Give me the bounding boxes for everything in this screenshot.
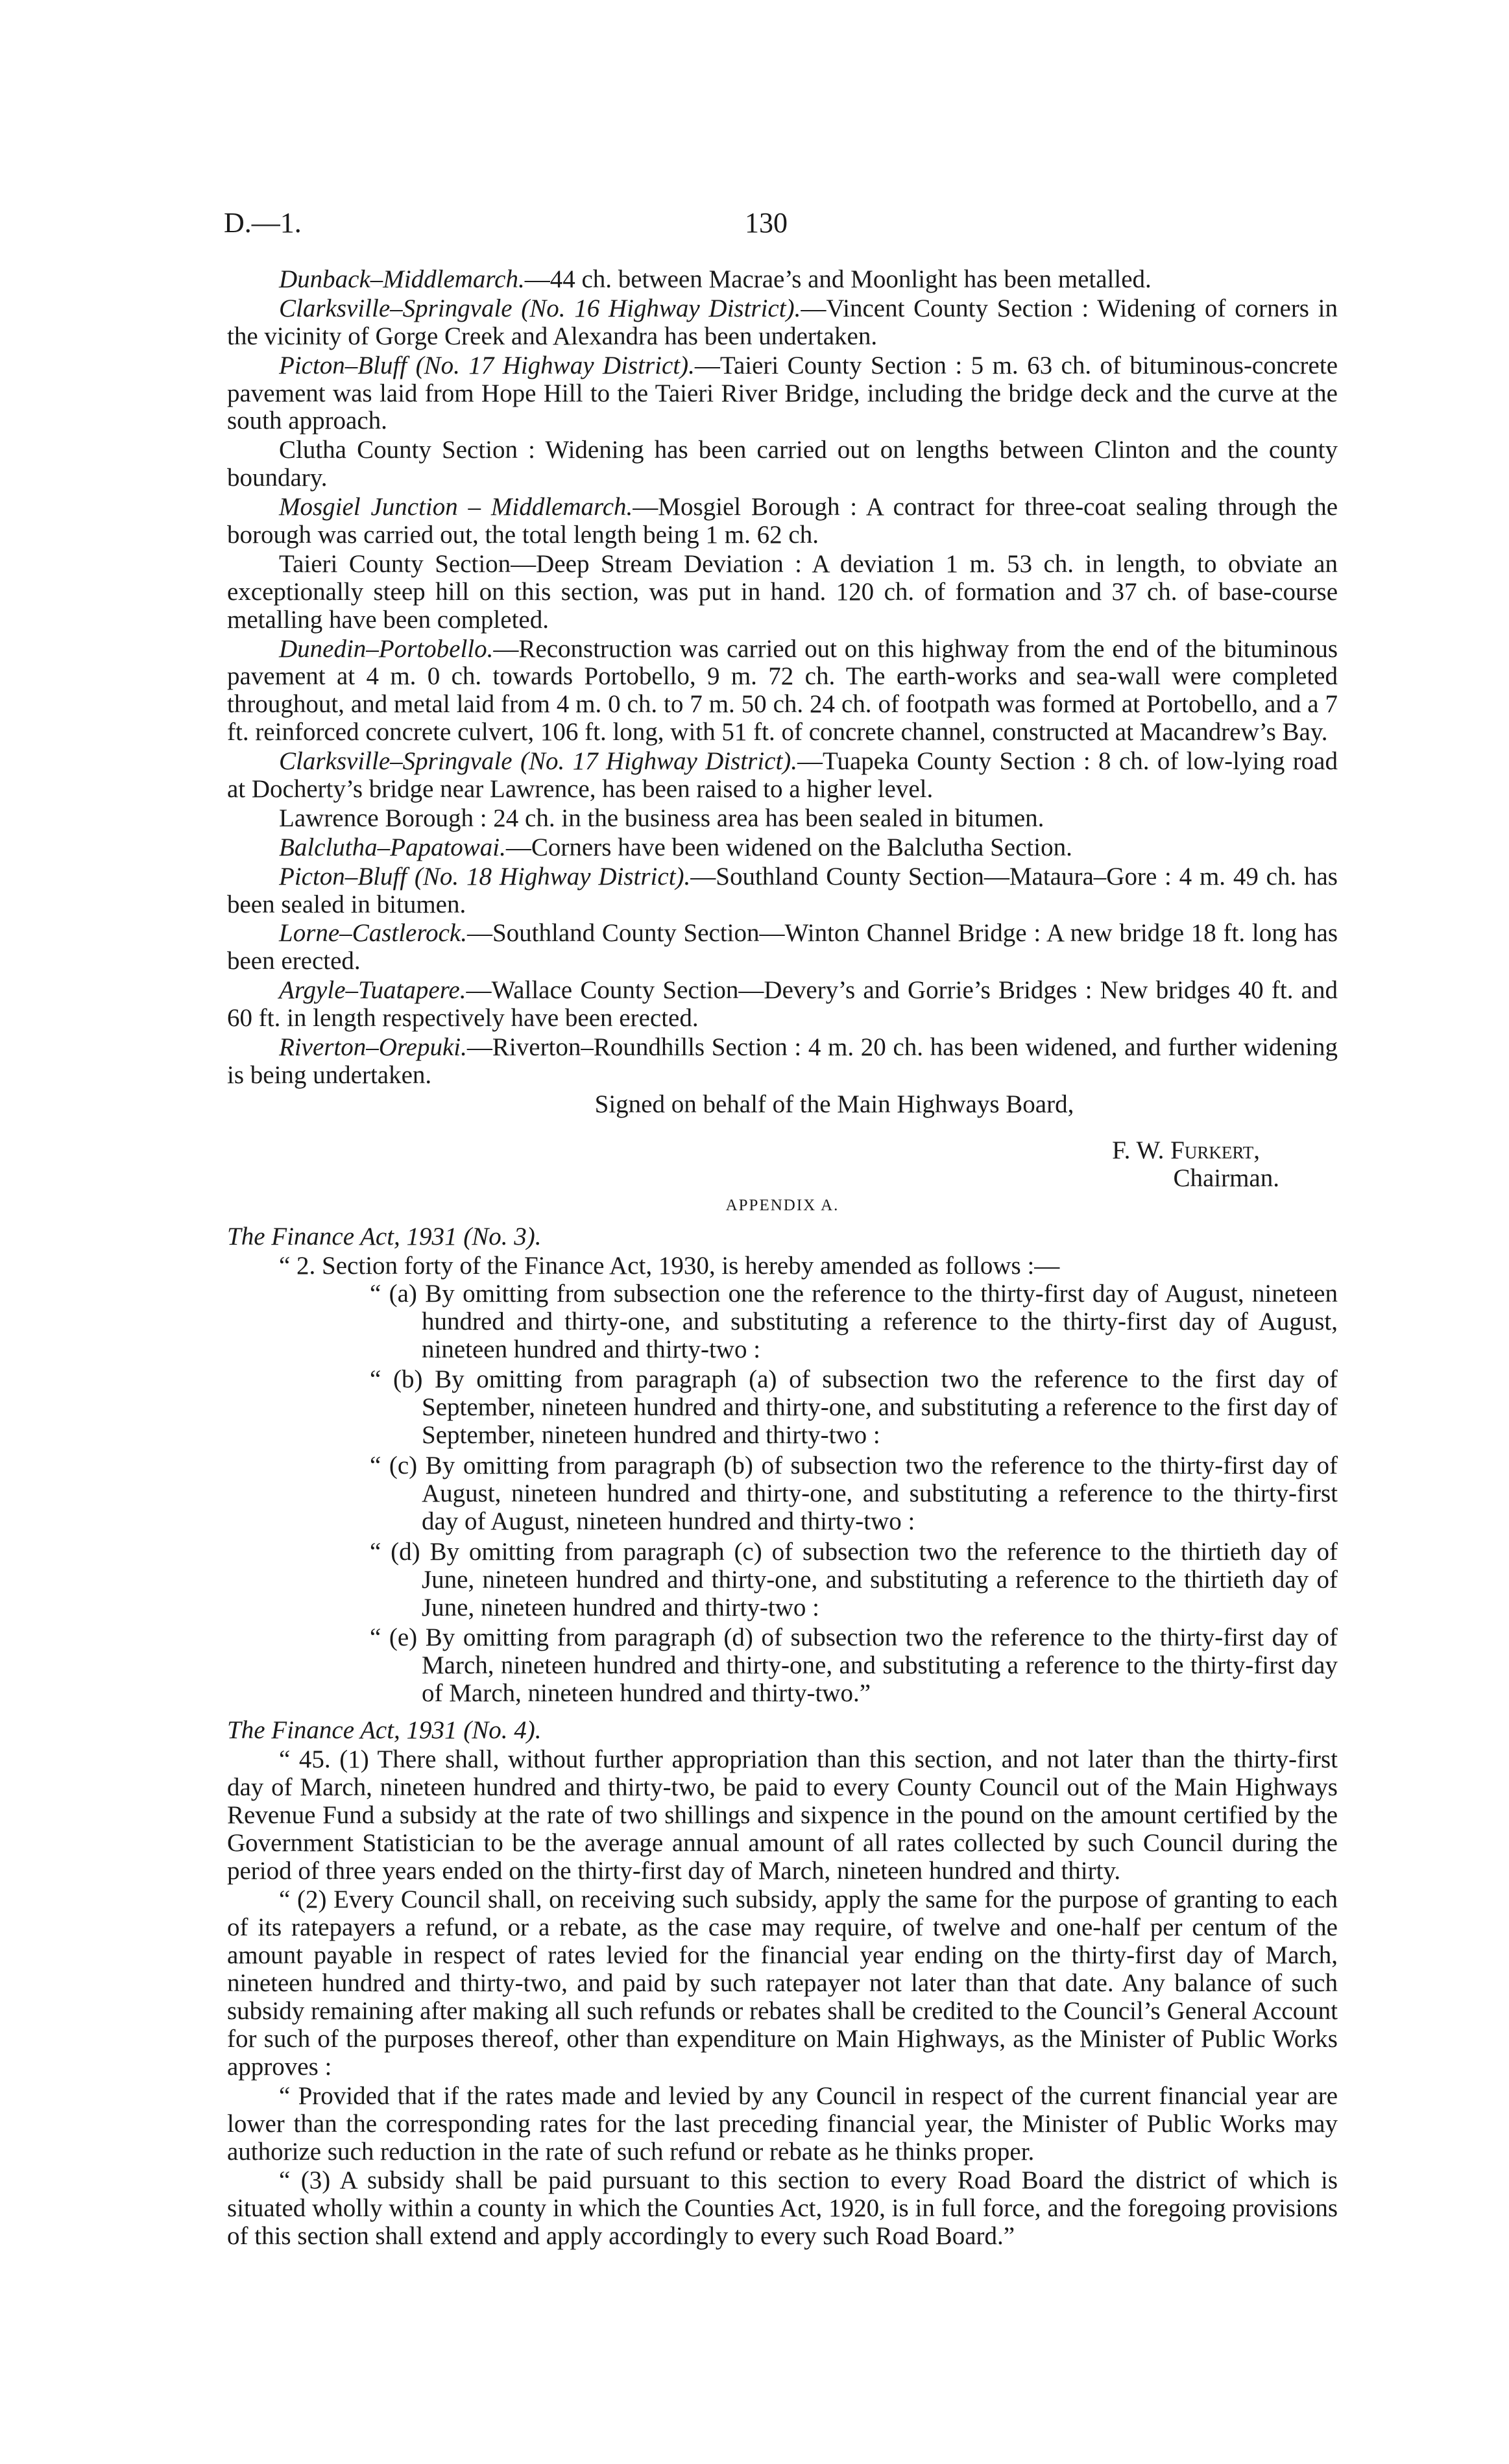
act-section-paragraph: “ 45. (1) There shall, without further appropriation than this section, and not later than the thirty-first day of March, nineteen hundred and thirty-two, be paid to every County Council out of the Main Highways Revenue Fund a subsidy at the rate of two shillings and sixpence in the pound on the amount certified by the Government Statistician to be the average annual amount of all rates collected by such Council during the period of three years ended on the thirty-first day of March, nineteen hundred and thirty. (227, 1745, 1338, 1885)
paragraph (227, 352, 1338, 436)
paragraph-title: Riverton–Orepuki. (279, 1033, 467, 1062)
paragraph-title: Lorne–Castlerock. (279, 919, 467, 948)
paragraph-title: Argyle–Tuatapere. (279, 976, 466, 1005)
act-subparagraph (227, 1538, 1338, 1622)
paragraph-text: —Corners have been widened on the Balclutha Section. (505, 833, 1072, 861)
paragraph (227, 920, 1338, 975)
subparagraph-text: By omitting from paragraph (b) of subsection two the reference to the thirty-first day of August, nineteen hundred and thirty-one, and substituting a reference to the thirty-first day of August, nineteen hundred and thirty-two : (422, 1452, 1338, 1535)
paragraph (227, 805, 1338, 833)
paragraph-text: —44 ch. between Macrae’s and Moonlight has been metalled. (524, 265, 1152, 293)
signed-on-behalf-line: Signed on behalf of the Main Highways Board, (594, 1090, 1074, 1118)
act-section-paragraph: “ Provided that if the rates made and levied by any Council in respect of the current financial year are lower than the corresponding rates for the last preceding financial year, the Minister of Public Works may authorize such reduction in the rate of such refund or rebate as he thinks proper. (227, 2081, 1338, 2166)
paragraph-text: —Reconstruction was carried out on this highway from the end of the bituminous pavement at 4 m. 0 ch. towards Portobello, 9 m. 72 ch. The earth-works and sea-wall were completed throughout, and metal laid from 4 m. 0 ch. to 7 m. 50 ch. 24 ch. of footpath was formed at Portobello, and a 7 ft. reinforced concrete culvert, 106 ft. long, with 51 ft. of concrete channel, constructed at Macandrew’s Bay. (227, 634, 1338, 747)
appendix-heading: APPENDIX A. (725, 1196, 839, 1214)
subparagraph-label: “ (b) (370, 1365, 423, 1394)
paragraph (227, 494, 1338, 549)
paragraph (227, 636, 1338, 747)
paragraph-title: Picton–Bluff (No. 17 Highway District). (279, 351, 695, 379)
paragraph-text: Clutha County Section : Widening has been carried out on lengths between Clinton and the county boundary. (227, 436, 1338, 492)
act-subparagraph (227, 1452, 1338, 1536)
paragraph-title: Clarksville–Springvale (No. 17 Highway District). (279, 747, 798, 776)
act-subparagraph (227, 1366, 1338, 1450)
section-reference: D.—1. (224, 207, 302, 239)
signatory-title: Chairman. (1173, 1164, 1279, 1192)
signature-block (227, 1137, 1338, 1193)
paragraph (227, 834, 1338, 862)
subparagraph-label: “ (c) (370, 1452, 418, 1480)
subparagraph-label: “ (e) (370, 1623, 418, 1652)
act-section-paragraph: “ (2) Every Council shall, on receiving such subsidy, apply the same for the purpose of granting to each of its ratepayers a refund, or a rebate, as the case may require, of twelve and one-half per centum of the amount payable in respect of rates levied for the financial year ending on the thirty-first day of March, nineteen hundred and thirty-two, and paid by such ratepayer not later than that date. Any balance of such subsidy remaining after making all such refunds or rebates shall be credited to the Council’s General Account for such of the purposes thereof, other than expenditure on Main Highways, as the Minister of Public Works approves : (227, 1885, 1338, 2081)
paragraph-text: —Tuapeka County Section : 8 ch. of low-lying road at Docherty’s bridge near Lawrence, has been raised to a higher level. (227, 747, 1338, 804)
paragraph-title: Dunback–Middlemarch. (279, 265, 525, 293)
subparagraph-text: By omitting from paragraph (a) of subsection two the reference to the first day of September, nineteen hundred and thirty-one, and substituting a reference to the first day of September, nineteen hundred and thirty-two : (422, 1365, 1338, 1450)
paragraph (227, 551, 1338, 634)
subparagraph-text: By omitting from subsection one the reference to the thirty-first day of August, nineteen hundred and thirty-one, and substituting a reference to the thirty-first day of August, nineteen hundred and thirty-two : (422, 1279, 1338, 1363)
paragraph-text: Lawrence Borough : 24 ch. in the business area has been sealed in bitumen. (279, 804, 1044, 832)
paragraph-title: Picton–Bluff (No. 18 Highway District). (279, 862, 691, 891)
act-subparagraph (227, 1280, 1338, 1364)
document-body (227, 266, 1338, 2251)
subparagraph-text: By omitting from paragraph (c) of subsection two the reference to the thirtieth day of June, nineteen hundred and thirty-one, and substituting a reference to the thirtieth day of June, nineteen hundred and thirty-two : (422, 1537, 1338, 1621)
paragraph-text: —Vincent County Section : Widening of corners in the vicinity of Gorge Creek and Alexandra has been undertaken. (227, 294, 1338, 350)
paragraph (227, 437, 1338, 492)
subparagraph-text: By omitting from paragraph (d) of subsection two the reference to the thirty-first day of March, nineteen hundred and thirty-one, and substituting a reference to the thirty-first day of March, nineteen hundred and thirty-two.” (422, 1623, 1338, 1708)
paragraph (227, 1034, 1338, 1090)
page-number: 130 (745, 207, 788, 239)
paragraph-text: —Wallace County Section—Devery’s and Gorrie’s Bridges : New bridges 40 ft. and 60 ft. in length respectively have been erected. (227, 976, 1338, 1033)
paragraph-title: Mosgiel Junction – Middlemarch. (279, 493, 633, 521)
paragraph-text: —Riverton–Roundhills Section : 4 m. 20 ch. has been widened, and further widening is being undertaken. (227, 1033, 1338, 1089)
subparagraph-label: “ (a) (370, 1279, 417, 1308)
act-section-paragraph: “ (3) A subsidy shall be paid pursuant to this section to every Road Board the district of which is situated wholly within a county in which the Counties Act, 1920, is in full force, and the foregoing provisions of this section shall extend and apply accordingly to every such Road Board.” (227, 2166, 1338, 2251)
act-intro: “ 2. Section forty of the Finance Act, 1930, is hereby amended as follows :— (279, 1251, 1060, 1280)
paragraph (227, 748, 1338, 804)
paragraph-title: Balclutha–Papatowai. (279, 833, 506, 861)
act-title: The Finance Act, 1931 (No. 3). (227, 1223, 542, 1250)
paragraph (227, 977, 1338, 1033)
paragraph-text: —Mosgiel Borough : A contract for three-coat sealing through the borough was carried out, the total length being 1 m. 62 ch. (227, 493, 1338, 549)
paragraph-text: —Southland County Section—Winton Channel Bridge : A new bridge 18 ft. long has been erected. (227, 919, 1338, 975)
paragraph (227, 266, 1338, 294)
paragraph-title: Dunedin–Portobello. (279, 634, 494, 663)
subparagraph-label: “ (d) (370, 1537, 420, 1566)
paragraph (227, 863, 1338, 919)
act-title: The Finance Act, 1931 (No. 4). (227, 1716, 542, 1745)
paragraph-text: —Southland County Section—Mataura–Gore : 4 m. 49 ch. has been sealed in bitumen. (227, 862, 1338, 918)
paragraph-text: —Taieri County Section : 5 m. 63 ch. of bituminous-concrete pavement was laid from Hope Hill to the Taieri River Bridge, including the bridge deck and the curve at the south approach. (227, 351, 1338, 435)
signatory-name: F. W. Furkert, (1112, 1136, 1260, 1164)
paragraph (227, 295, 1338, 351)
act-subparagraph (227, 1624, 1338, 1708)
paragraph-title: Clarksville–Springvale (No. 16 Highway District). (279, 294, 801, 322)
paragraph-text: Taieri County Section—Deep Stream Deviation : A deviation 1 m. 53 ch. in length, to obviate an exceptionally steep hill on this section, was put in hand. 120 ch. of formation and 37 ch. of base-course metalling have been completed. (227, 549, 1338, 634)
